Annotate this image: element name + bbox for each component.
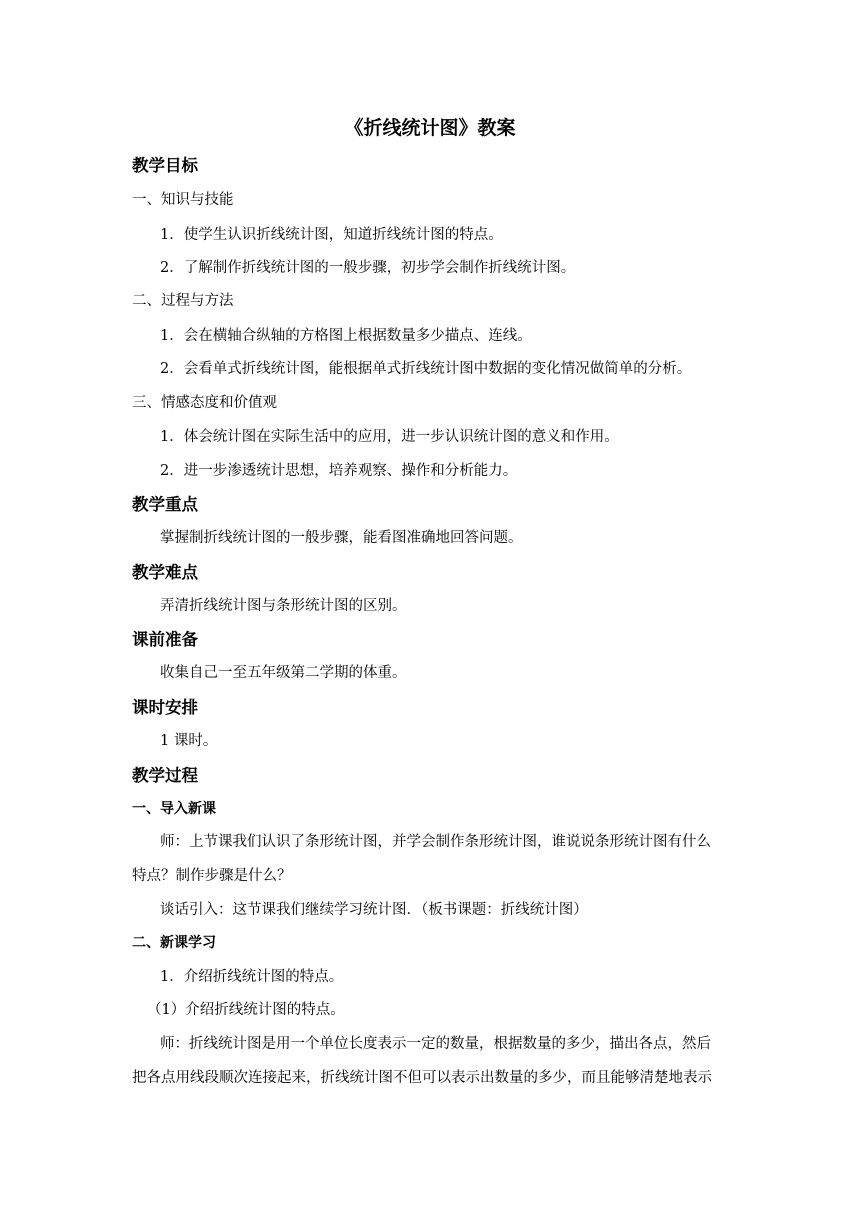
key-points-text: 掌握制折线统计图的一般步骤，能看图准确地回答问题。: [160, 530, 523, 546]
heading-schedule: 课时安排: [132, 698, 198, 717]
process-part-2-paragraph-line-1: 师：折线统计图是用一个单位长度表示一定的数量，根据数量的多少，描出各点，然后: [160, 1036, 711, 1052]
objectives-section-2-item-2: 2．会看单式折线统计图，能根据单式折线统计图中数据的变化情况做简单的分析。: [160, 361, 692, 377]
objectives-section-1-item-2: 2．了解制作折线统计图的一般步骤，初步学会制作折线统计图。: [160, 260, 576, 276]
process-part-2-title: 二、新课学习: [132, 935, 216, 951]
process-part-2-item-1: 1．介绍折线统计图的特点。: [160, 969, 344, 985]
heading-preparation: 课前准备: [132, 630, 198, 649]
objectives-section-3-item-2: 2．进一步渗透统计思想，培养观察、操作和分析能力。: [160, 463, 518, 479]
process-part-1-paragraph-1-line-1: 师：上节课我们认识了条形统计图，并学会制作条形统计图，谁说说条形统计图有什么: [160, 834, 711, 850]
objectives-section-3-item-1: 1．体会统计图在实际生活中的应用，进一步认识统计图的意义和作用。: [160, 429, 619, 445]
document-title: 《折线统计图》教案: [344, 117, 516, 139]
difficulties-text: 弄清折线统计图与条形统计图的区别。: [160, 598, 407, 614]
objectives-section-1-title: 一、知识与技能: [132, 192, 234, 208]
process-part-2-paragraph-line-2: 把各点用线段顺次连接起来，折线统计图不但可以表示出数量的多少，而且能够清楚地表示: [132, 1070, 712, 1086]
heading-key-points: 教学重点: [132, 495, 198, 514]
process-part-1-paragraph-2: 谈话引入：这节课我们继续学习统计图．（板书课题：折线统计图）: [160, 902, 588, 918]
heading-objectives: 教学目标: [132, 156, 198, 175]
heading-difficulties: 教学难点: [132, 563, 198, 582]
objectives-section-2-title: 二、过程与方法: [132, 293, 234, 309]
objectives-section-2-item-1: 1．会在横轴合纵轴的方格图上根据数量多少描点、连线。: [160, 328, 532, 344]
schedule-text: 1 课时。: [160, 733, 218, 749]
process-part-2-subitem-1: （1）介绍折线统计图的特点。: [147, 1002, 345, 1018]
process-part-1-paragraph-1-line-2: 特点？制作步骤是什么？: [132, 868, 292, 884]
heading-process: 教学过程: [132, 766, 198, 785]
objectives-section-3-title: 三、情感态度和价值观: [132, 395, 277, 411]
preparation-text: 收集自己一至五年级第二学期的体重。: [160, 665, 407, 681]
objectives-section-1-item-1: 1．使学生认识折线统计图，知道折线统计图的特点。: [160, 227, 503, 243]
process-part-1-title: 一、导入新课: [132, 801, 216, 817]
